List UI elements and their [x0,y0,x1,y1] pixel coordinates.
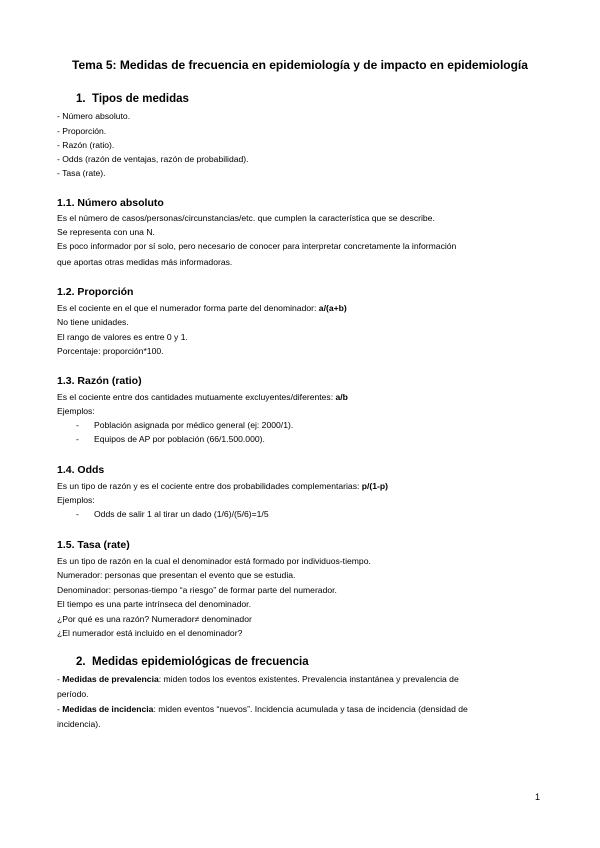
subsection-1-2-heading: 1.2. Proporción [57,286,134,298]
subsection-1-3-heading: 1.3. Razón (ratio) [57,375,142,387]
section-2-heading [76,656,309,668]
paragraph-line [57,703,468,715]
paragraph-line: Es un tipo de razón en la cual el denominador está formado por individuos-tiempo. [57,556,371,566]
paragraph-line: período. [57,689,89,699]
list-item: - Número absoluto. [57,111,131,121]
paragraph-line: El rango de valores es entre 0 y 1. [57,332,188,342]
list-item: - Proporción. [57,126,107,136]
formula: p/(1-p) [361,481,389,491]
bullet-prefix: - [57,704,63,714]
example-item: Odds de salir 1 al tirar un dado (1/6)/(5/6)=1/5 [94,509,269,519]
formula: a/b [335,392,348,402]
list-item: - Tasa (rate). [57,168,106,178]
paragraph-line: incidencia). [57,719,101,729]
paragraph-line: Se representa con una N. [57,227,155,237]
paragraph-line [57,480,388,492]
definition-text: : miden todos los eventos existentes. Prevalencia instantánea y prevalencia de [158,674,459,684]
formula: a/(a+b) [318,303,347,313]
document-title: Tema 5: Medidas de frecuencia en epidemiología y de impacto en epidemiología [72,58,528,72]
paragraph-line: que aportas otras medidas más informadoras. [57,257,233,267]
term-prevalence: Medidas de prevalencia [62,674,159,684]
examples-label: Ejemplos: [57,406,95,416]
dash-bullet: - [76,434,79,444]
term-incidence: Medidas de incidencia [62,704,154,714]
subsection-1-4-heading: 1.4. Odds [57,464,105,476]
paragraph-line: No tiene unidades. [57,317,129,327]
section-1-heading [76,93,189,105]
paragraph-line: Numerador: personas que presentan el evento que se estudia. [57,570,296,580]
list-item: - Odds (razón de ventajas, razón de probabilidad). [57,154,249,164]
paragraph-line: Denominador: personas-tiempo “a riesgo” de formar parte del numerador. [57,585,337,595]
subsection-1-5-heading: 1.5. Tasa (rate) [57,539,130,551]
examples-label: Ejemplos: [57,495,95,505]
definition-text: Es un tipo de razón y es el cociente entre dos probabilidades complementarias: [57,481,362,491]
paragraph-line [57,302,347,314]
paragraph-line: Es el número de casos/personas/circunstancias/etc. que cumplen la característica que se describe. [57,213,435,223]
list-item: - Razón (ratio). [57,140,115,150]
definition-text: Es el cociente en el que el numerador forma parte del denominador: [57,303,319,313]
paragraph-line [57,673,459,685]
subsection-1-1-heading: 1.1. Número absoluto [57,197,164,209]
dash-bullet: - [76,509,79,519]
section-1-number: 1. [76,93,86,105]
paragraph-line: ¿Por qué es una razón? Numerador≠ denominador [57,614,252,624]
example-item: Equipos de AP por población (66/1.500.000). [94,434,265,444]
dash-bullet: - [76,420,79,430]
paragraph-line: El tiempo es una parte intrínseca del denominador. [57,599,251,609]
bullet-prefix: - [57,674,63,684]
definition-text: Es el cociente entre dos cantidades mutuamente excluyentes/diferentes: [57,392,336,402]
section-1-title: Tipos de medidas [92,93,189,105]
definition-text: : miden eventos “nuevos”. Incidencia acumulada y tasa de incidencia (densidad de [153,704,468,714]
paragraph-line: Porcentaje: proporción*100. [57,346,164,356]
paragraph-line: Es poco informador por sí solo, pero necesario de conocer para interpretar concretamente la información [57,241,457,251]
paragraph-line: ¿El numerador está incluido en el denominador? [57,628,243,638]
example-item: Población asignada por médico general (ej: 2000/1). [94,420,294,430]
page-number: 1 [535,792,541,802]
section-2-title: Medidas epidemiológicas de frecuencia [92,656,309,668]
section-2-number: 2. [76,656,86,668]
paragraph-line [57,391,348,403]
